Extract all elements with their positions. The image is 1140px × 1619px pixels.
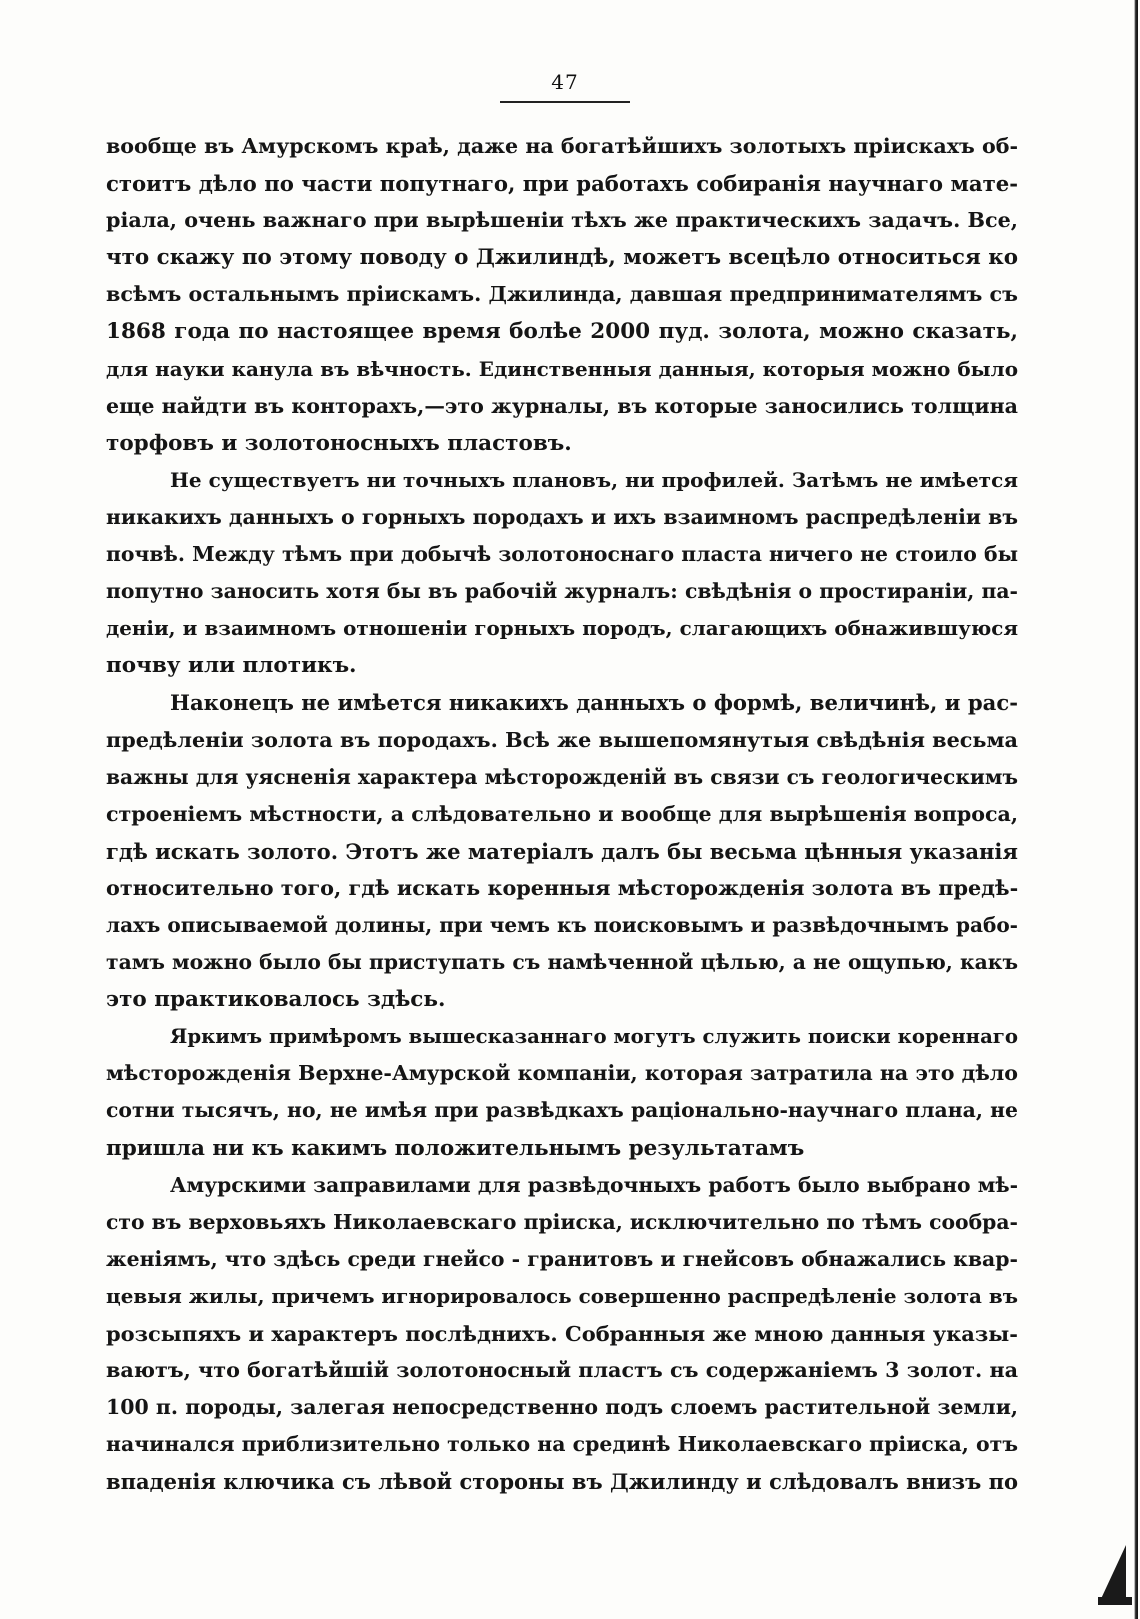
text-line: Не существуетъ ни точныхъ плановъ, ни профилей. Затѣмъ не имѣется xyxy=(170,467,1018,492)
text-line: вообще въ Амурскомъ краѣ, даже на богатѣйшихъ золотыхъ пріискахъ об- xyxy=(106,134,1018,158)
text-line: важны для уясненія характера мѣсторожденій въ связи съ геологическимъ xyxy=(106,764,1018,789)
page-number: 47 xyxy=(551,70,579,94)
scan-edge xyxy=(1134,0,1138,1619)
body-text xyxy=(106,128,1018,1500)
text-line: торфовъ и золотоносныхъ пластовъ. xyxy=(106,430,572,456)
paragraph-5 xyxy=(106,1167,1018,1501)
text-line: ріала, очень важнаго при вырѣшеніи тѣхъ же практическихъ задачъ. Все, xyxy=(106,208,1018,233)
text-line: попутно заносить хотя бы въ рабочій журналъ: свѣдѣнія о простираніи, па- xyxy=(106,579,1018,604)
text-line: стоитъ дѣло по части попутнаго, при работахъ собиранія научнаго мате- xyxy=(106,171,1018,197)
text-line: сто въ верховьяхъ Николаевскаго пріиска, исключительно по тѣмъ сообра- xyxy=(106,1209,1018,1234)
paragraph-1 xyxy=(106,128,1018,462)
text-line: розсыпяхъ и характеръ послѣднихъ. Собранныя же мною данныя указы- xyxy=(106,1321,1018,1346)
text-line: почвѣ. Между тѣмъ при добычѣ золотоноснаго пласта ничего не стоило бы xyxy=(106,542,1018,567)
paragraph-3 xyxy=(106,684,1018,1018)
text-line: начинался приблизительно только на срединѣ Николаевскаго пріиска, отъ xyxy=(106,1432,1018,1457)
text-line: Наконецъ не имѣется никакихъ данныхъ о формѣ, величинѣ, и рас- xyxy=(170,690,1018,716)
text-line: сотни тысячъ, но, не имѣя при развѣдкахъ раціонально-научнаго плана, не xyxy=(106,1098,1018,1123)
text-line: почву или плотикъ. xyxy=(106,653,357,679)
text-line: мѣсторожденія Верхне-Амурской компаніи, которая затратила на это дѣло xyxy=(106,1061,1018,1086)
text-line: еще найдти въ конторахъ,—это журналы, въ которые заносились толщина xyxy=(106,393,1018,418)
text-line: относительно того, гдѣ искать коренныя мѣсторожденія золота въ предѣ- xyxy=(106,875,1019,900)
text-line: 100 п. породы, залегая непосредственно подъ слоемъ растительной земли, xyxy=(106,1395,1018,1420)
scan-corner-mark-base xyxy=(1098,1597,1132,1605)
text-line: строеніемъ мѣстности, а слѣдовательно и вообще для вырѣшенія вопроса, xyxy=(106,801,1018,826)
text-line: цевыя жилы, причемъ игнорировалось совершенно распредѣленіе золота въ xyxy=(106,1283,1018,1308)
paragraph-2 xyxy=(106,462,1018,685)
text-line: пришла ни къ какимъ положительнымъ результатамъ xyxy=(106,1135,805,1161)
text-line: для науки канула въ вѣчность. Единственныя данныя, которыя можно было xyxy=(106,356,1018,381)
paragraph-4 xyxy=(106,1018,1018,1166)
text-line: впаденія ключика съ лѣвой стороны въ Джилинду и слѣдовалъ внизъ по xyxy=(106,1469,1018,1495)
text-line: ваютъ, что богатѣйшій золотоносный пластъ съ содержаніемъ 3 золот. на xyxy=(106,1358,1018,1383)
text-line: деніи, и взаимномъ отношеніи горныхъ породъ, слагающихъ обнажившуюся xyxy=(106,616,1018,641)
text-line: всѣмъ остальнымъ пріискамъ. Джилинда, давшая предпринимателямъ съ xyxy=(106,282,1018,307)
text-line: 1868 года по настоящее время болѣе 2000 пуд. золота, можно сказать, xyxy=(106,319,1018,345)
text-line: это практиковалось здѣсь. xyxy=(106,987,446,1013)
text-line: Яркимъ примѣромъ вышесказаннаго могутъ служить поиски кореннаго xyxy=(170,1025,1018,1049)
text-line: лахъ описываемой долины, при чемъ къ поисковымъ и развѣдочнымъ рабо- xyxy=(106,912,1018,937)
page-number-rule xyxy=(500,101,630,103)
text-line: гдѣ искать золото. Этотъ же матеріалъ далъ бы весьма цѣнныя указанія xyxy=(106,838,1018,864)
text-line: предѣленіи золота въ породахъ. Всѣ же вышепомянутыя свѣдѣнія весьма xyxy=(106,727,1018,752)
text-line: Амурскими заправилами для развѣдочныхъ работъ было выбрано мѣ- xyxy=(170,1172,1018,1197)
text-line: тамъ можно было бы приступать съ намѣченной цѣлью, а не ощупью, какъ xyxy=(106,950,1018,975)
scan-corner-mark xyxy=(1100,1545,1126,1601)
text-line: женіямъ, что здѣсь среди гнейсо - гранитовъ и гнейсовъ обнажались квар- xyxy=(106,1246,1018,1271)
text-line: что скажу по этому поводу о Джилиндѣ, можетъ всецѣло относиться ко xyxy=(106,245,1018,271)
text-line: никакихъ данныхъ о горныхъ породахъ и ихъ взаимномъ распредѣленіи въ xyxy=(106,504,1018,529)
